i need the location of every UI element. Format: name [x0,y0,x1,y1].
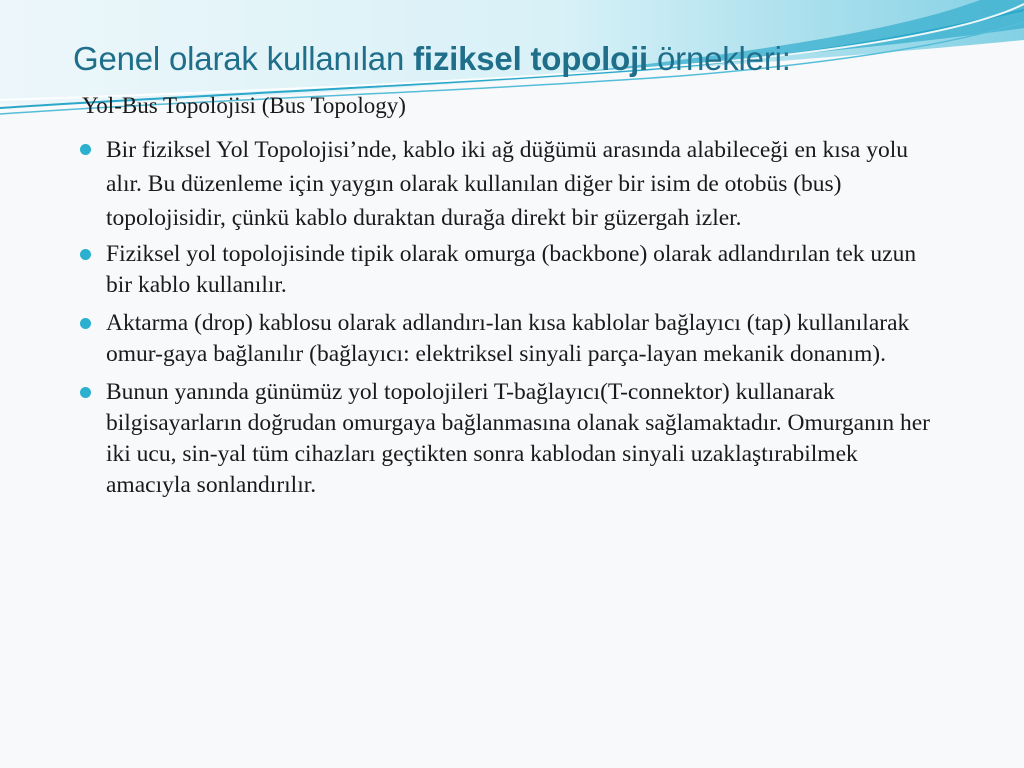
bullet-text: Bir fiziksel Yol Topolojisi’nde, kablo iki ağ düğümü arasında alabileceği en kısa yolu alır. Bu düzenleme için yaygın olarak kullanılan diğer bir isim de otobüs (bus) topolojisidir, çünkü kablo duraktan durağa direkt bir güzergah izler. [106,137,909,231]
bullet-dot-icon [80,318,91,329]
bullet-item [78,133,948,235]
slide-subtitle: Yol-Bus Topolojisi (Bus Topology) [82,93,406,118]
bullet-item [78,239,948,301]
bullet-dot-icon [80,144,91,155]
slide-title [73,40,791,78]
bullet-text: Aktarma (drop) kablosu olarak adlandırı-lan kısa kablolar bağlayıcı (tap) kullanılarak omur-gaya bağlanılır (bağlayıcı: elektriksel sinyali parça-layan mekanik donanım). [106,310,910,367]
title-prefix: Genel olarak kullanılan [73,40,414,77]
bullet-item [78,308,948,370]
bullet-item [78,377,948,501]
bullet-text: Bunun yanında günümüz yol topolojileri T-bağlayıcı(T-connektor) kullanarak bilgisayarların doğrudan omurgaya bağlanmasına olanak sağlamaktadır. Omurganın her iki ucu, sin-yal tüm cihazları geçtikten sonra kablodan sinyali uzaklaştırabilmek amacıyla sonlandırılır. [106,379,931,498]
bullet-text: Fiziksel yol topolojisinde tipik olarak omurga (backbone) olarak adlandırılan tek uzun bir kablo kullanılır. [106,241,917,298]
bullet-dot-icon [80,387,91,398]
title-suffix: örnekleri: [648,40,791,77]
title-emphasis: fiziksel topoloji [413,40,649,77]
bullet-dot-icon [80,249,91,260]
bullet-list [78,133,948,508]
